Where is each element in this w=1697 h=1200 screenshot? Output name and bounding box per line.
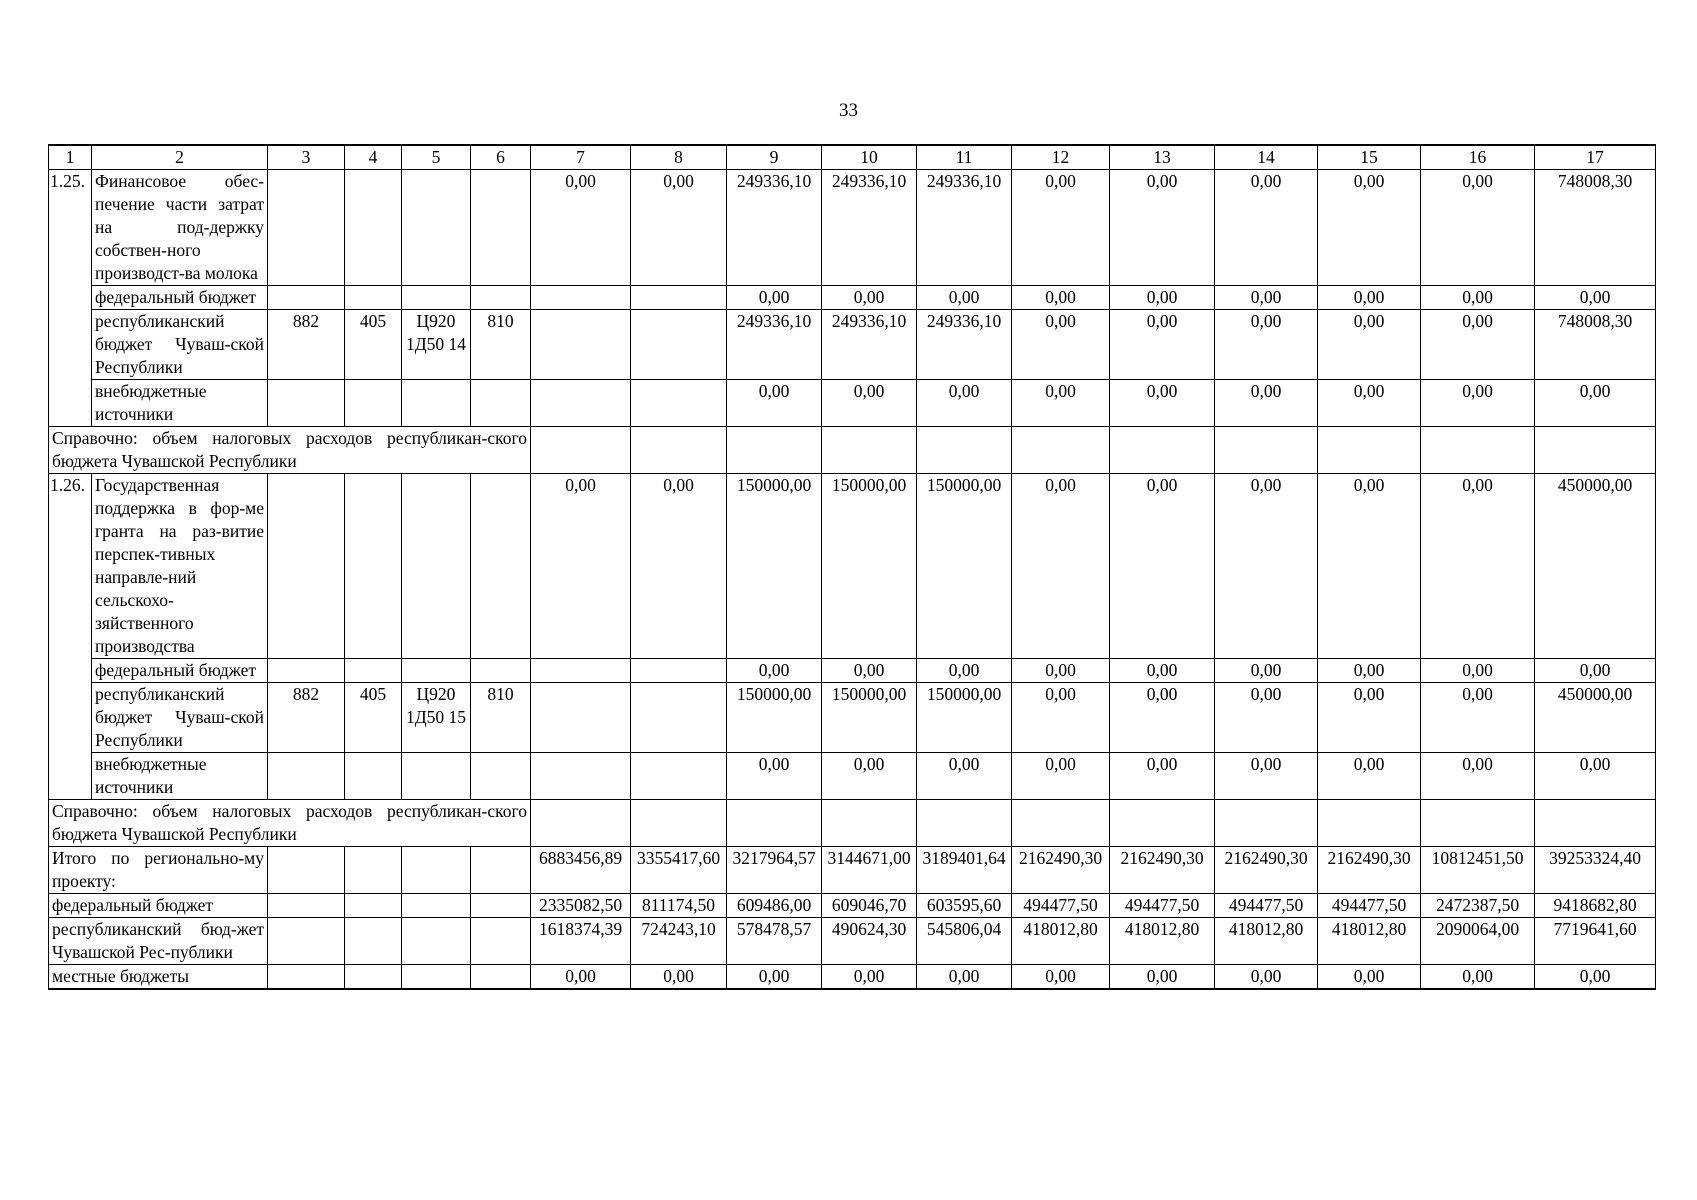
value-cell <box>1215 427 1318 474</box>
column-number: 12 <box>1012 145 1110 170</box>
total-label: местные бюджеты <box>49 965 268 990</box>
value-cell: 0,00 <box>1215 683 1318 753</box>
value-cell: 0,00 <box>1215 286 1318 310</box>
total-row <box>49 918 1656 965</box>
code-cell <box>402 170 471 286</box>
code-cell <box>402 847 471 894</box>
value-cell: 0,00 <box>631 965 727 990</box>
value-cell: 0,00 <box>822 380 917 427</box>
code-cell <box>345 286 402 310</box>
code-cell: 405 <box>345 310 402 380</box>
column-number: 16 <box>1421 145 1535 170</box>
value-cell: 0,00 <box>1318 683 1421 753</box>
code-cell <box>471 380 531 427</box>
total-row <box>49 894 1656 918</box>
code-cell <box>345 659 402 683</box>
value-cell: 0,00 <box>1012 380 1110 427</box>
value-cell: 0,00 <box>1318 380 1421 427</box>
value-cell: 0,00 <box>1012 474 1110 659</box>
value-cell <box>1012 800 1110 847</box>
value-cell: 0,00 <box>1421 683 1535 753</box>
value-cell: 0,00 <box>727 286 822 310</box>
value-cell: 150000,00 <box>917 474 1012 659</box>
code-cell <box>402 474 471 659</box>
code-cell <box>345 918 402 965</box>
value-cell: 418012,80 <box>1318 918 1421 965</box>
value-cell: 450000,00 <box>1535 683 1656 753</box>
value-cell: 0,00 <box>1012 310 1110 380</box>
value-cell: 0,00 <box>1535 965 1656 990</box>
code-cell <box>268 659 345 683</box>
code-cell <box>345 847 402 894</box>
value-cell: 249336,10 <box>727 170 822 286</box>
value-cell <box>531 427 631 474</box>
value-cell: 0,00 <box>917 286 1012 310</box>
note-text: Справочно: объем налоговых расходов республикан-ского бюджета Чувашской Республики <box>49 427 531 474</box>
value-cell: 0,00 <box>631 170 727 286</box>
funding-source-row <box>49 753 1656 800</box>
value-cell <box>631 286 727 310</box>
section-row <box>49 474 1656 659</box>
value-cell: 0,00 <box>1318 170 1421 286</box>
value-cell: 418012,80 <box>1215 918 1318 965</box>
value-cell: 0,00 <box>1110 310 1215 380</box>
code-cell <box>402 659 471 683</box>
value-cell: 0,00 <box>631 474 727 659</box>
value-cell: 2335082,50 <box>531 894 631 918</box>
value-cell: 0,00 <box>1110 683 1215 753</box>
total-label: Итого по регионально-му проекту: <box>49 847 268 894</box>
value-cell: 0,00 <box>917 753 1012 800</box>
column-number: 17 <box>1535 145 1656 170</box>
section-title: Финансовое обес-печение части затрат на под-держку собствен-ного производст-ва молока <box>92 170 268 286</box>
funding-source-label: внебюджетные источники <box>92 380 268 427</box>
value-cell: 7719641,60 <box>1535 918 1656 965</box>
code-cell: 882 <box>268 310 345 380</box>
value-cell: 10812451,50 <box>1421 847 1535 894</box>
code-cell <box>268 847 345 894</box>
code-cell <box>345 170 402 286</box>
value-cell: 0,00 <box>1110 380 1215 427</box>
funding-source-row <box>49 286 1656 310</box>
code-cell <box>268 474 345 659</box>
value-cell: 418012,80 <box>1012 918 1110 965</box>
value-cell: 9418682,80 <box>1535 894 1656 918</box>
column-number: 7 <box>531 145 631 170</box>
value-cell: 0,00 <box>1110 286 1215 310</box>
value-cell: 724243,10 <box>631 918 727 965</box>
code-cell <box>402 965 471 990</box>
note-text: Справочно: объем налоговых расходов республикан-ского бюджета Чувашской Республики <box>49 800 531 847</box>
value-cell <box>531 380 631 427</box>
budget-table <box>48 144 1656 990</box>
value-cell: 494477,50 <box>1012 894 1110 918</box>
value-cell: 0,00 <box>727 659 822 683</box>
value-cell <box>822 427 917 474</box>
value-cell: 494477,50 <box>1318 894 1421 918</box>
column-number: 9 <box>727 145 822 170</box>
funding-source-row <box>49 380 1656 427</box>
value-cell <box>1421 427 1535 474</box>
code-cell <box>471 753 531 800</box>
value-cell: 249336,10 <box>727 310 822 380</box>
value-cell: 0,00 <box>531 170 631 286</box>
code-cell <box>402 753 471 800</box>
funding-source-label: республиканский бюджет Чуваш-ской Республики <box>92 683 268 753</box>
value-cell: 3217964,57 <box>727 847 822 894</box>
column-number: 4 <box>345 145 402 170</box>
value-cell <box>531 286 631 310</box>
value-cell: 748008,30 <box>1535 310 1656 380</box>
value-cell: 0,00 <box>1421 286 1535 310</box>
column-number: 10 <box>822 145 917 170</box>
section-title: Государственная поддержка в фор-ме гранта на раз-витие перспек-тивных направле-ний сельскохо-зяйственного производства <box>92 474 268 659</box>
code-cell <box>268 965 345 990</box>
column-number: 1 <box>49 145 92 170</box>
value-cell: 0,00 <box>1110 170 1215 286</box>
value-cell: 0,00 <box>1215 170 1318 286</box>
value-cell: 578478,57 <box>727 918 822 965</box>
value-cell <box>917 427 1012 474</box>
value-cell: 0,00 <box>727 965 822 990</box>
value-cell <box>631 800 727 847</box>
funding-source-label: внебюджетные источники <box>92 753 268 800</box>
value-cell: 494477,50 <box>1110 894 1215 918</box>
value-cell: 2162490,30 <box>1012 847 1110 894</box>
value-cell: 2162490,30 <box>1318 847 1421 894</box>
value-cell: 494477,50 <box>1215 894 1318 918</box>
value-cell: 0,00 <box>727 380 822 427</box>
code-cell <box>268 753 345 800</box>
code-cell: 405 <box>345 683 402 753</box>
value-cell: 3355417,60 <box>631 847 727 894</box>
value-cell: 609046,70 <box>822 894 917 918</box>
value-cell: 150000,00 <box>822 474 917 659</box>
value-cell <box>1110 427 1215 474</box>
value-cell <box>531 659 631 683</box>
code-cell <box>402 918 471 965</box>
value-cell: 0,00 <box>1012 659 1110 683</box>
value-cell: 748008,30 <box>1535 170 1656 286</box>
column-number: 14 <box>1215 145 1318 170</box>
funding-source-row <box>49 683 1656 753</box>
code-cell <box>345 965 402 990</box>
value-cell: 2162490,30 <box>1215 847 1318 894</box>
value-cell: 545806,04 <box>917 918 1012 965</box>
value-cell: 0,00 <box>1421 380 1535 427</box>
column-number: 8 <box>631 145 727 170</box>
value-cell <box>1421 800 1535 847</box>
value-cell: 150000,00 <box>822 683 917 753</box>
value-cell: 0,00 <box>1110 965 1215 990</box>
funding-source-label: федеральный бюджет <box>92 286 268 310</box>
value-cell: 0,00 <box>1215 659 1318 683</box>
value-cell: 0,00 <box>1215 380 1318 427</box>
value-cell: 0,00 <box>531 965 631 990</box>
note-row <box>49 427 1656 474</box>
code-cell <box>268 286 345 310</box>
value-cell <box>631 683 727 753</box>
column-number: 6 <box>471 145 531 170</box>
value-cell: 0,00 <box>1535 380 1656 427</box>
code-cell: 810 <box>471 310 531 380</box>
value-cell <box>1215 800 1318 847</box>
value-cell: 0,00 <box>917 659 1012 683</box>
value-cell <box>631 753 727 800</box>
value-cell: 0,00 <box>1012 683 1110 753</box>
value-cell: 0,00 <box>822 753 917 800</box>
value-cell: 0,00 <box>1110 659 1215 683</box>
value-cell: 0,00 <box>1012 965 1110 990</box>
value-cell: 0,00 <box>1110 753 1215 800</box>
page-number: 33 <box>839 100 858 121</box>
value-cell: 0,00 <box>822 965 917 990</box>
column-number: 5 <box>402 145 471 170</box>
code-cell <box>471 474 531 659</box>
value-cell: 0,00 <box>1110 474 1215 659</box>
value-cell <box>822 800 917 847</box>
value-cell <box>1535 800 1656 847</box>
value-cell: 0,00 <box>727 753 822 800</box>
code-cell <box>345 894 402 918</box>
code-cell <box>345 474 402 659</box>
value-cell: 249336,10 <box>917 310 1012 380</box>
value-cell: 0,00 <box>1012 170 1110 286</box>
total-label: федеральный бюджет <box>49 894 268 918</box>
value-cell: 0,00 <box>1215 474 1318 659</box>
value-cell: 0,00 <box>1215 310 1318 380</box>
value-cell: 0,00 <box>1421 310 1535 380</box>
value-cell <box>631 427 727 474</box>
code-cell <box>268 170 345 286</box>
column-number: 13 <box>1110 145 1215 170</box>
value-cell: 0,00 <box>1535 286 1656 310</box>
code-cell <box>402 286 471 310</box>
value-cell: 249336,10 <box>822 310 917 380</box>
value-cell: 0,00 <box>1318 286 1421 310</box>
value-cell <box>631 310 727 380</box>
code-cell: Ц920 1Д50 14 <box>402 310 471 380</box>
value-cell: 0,00 <box>1421 474 1535 659</box>
note-row <box>49 800 1656 847</box>
value-cell: 0,00 <box>1421 659 1535 683</box>
value-cell <box>917 800 1012 847</box>
value-cell: 39253324,40 <box>1535 847 1656 894</box>
value-cell <box>531 310 631 380</box>
value-cell: 3189401,64 <box>917 847 1012 894</box>
code-cell: 810 <box>471 683 531 753</box>
value-cell: 0,00 <box>1215 753 1318 800</box>
value-cell: 2472387,50 <box>1421 894 1535 918</box>
value-cell <box>727 800 822 847</box>
code-cell <box>268 380 345 427</box>
column-number: 15 <box>1318 145 1421 170</box>
value-cell <box>1012 427 1110 474</box>
column-number: 11 <box>917 145 1012 170</box>
value-cell: 2090064,00 <box>1421 918 1535 965</box>
value-cell: 150000,00 <box>917 683 1012 753</box>
code-cell: 882 <box>268 683 345 753</box>
value-cell: 3144671,00 <box>822 847 917 894</box>
value-cell: 450000,00 <box>1535 474 1656 659</box>
value-cell: 0,00 <box>1012 753 1110 800</box>
section-row <box>49 170 1656 286</box>
value-cell <box>1318 800 1421 847</box>
value-cell: 0,00 <box>1318 659 1421 683</box>
total-label: республиканский бюд-жет Чувашской Рес-публики <box>49 918 268 965</box>
value-cell <box>631 380 727 427</box>
value-cell: 0,00 <box>1318 310 1421 380</box>
value-cell: 0,00 <box>917 965 1012 990</box>
value-cell: 0,00 <box>1215 965 1318 990</box>
value-cell: 0,00 <box>1421 965 1535 990</box>
code-cell <box>471 965 531 990</box>
code-cell <box>471 918 531 965</box>
value-cell <box>1110 800 1215 847</box>
value-cell: 0,00 <box>822 659 917 683</box>
value-cell <box>631 659 727 683</box>
value-cell <box>531 753 631 800</box>
section-number: 1.25. <box>49 170 92 427</box>
total-row <box>49 847 1656 894</box>
value-cell: 0,00 <box>917 380 1012 427</box>
value-cell: 418012,80 <box>1110 918 1215 965</box>
code-cell <box>471 659 531 683</box>
section-number: 1.26. <box>49 474 92 800</box>
column-number-row <box>49 145 1656 170</box>
value-cell <box>1535 427 1656 474</box>
column-number: 3 <box>268 145 345 170</box>
funding-source-label: федеральный бюджет <box>92 659 268 683</box>
value-cell: 0,00 <box>1318 965 1421 990</box>
value-cell: 2162490,30 <box>1110 847 1215 894</box>
code-cell <box>402 380 471 427</box>
value-cell: 249336,10 <box>822 170 917 286</box>
value-cell: 6883456,89 <box>531 847 631 894</box>
value-cell: 0,00 <box>1535 753 1656 800</box>
code-cell <box>471 286 531 310</box>
value-cell: 0,00 <box>822 286 917 310</box>
value-cell: 0,00 <box>1012 286 1110 310</box>
value-cell: 0,00 <box>1421 753 1535 800</box>
value-cell: 490624,30 <box>822 918 917 965</box>
code-cell <box>268 918 345 965</box>
value-cell: 811174,50 <box>631 894 727 918</box>
value-cell: 609486,00 <box>727 894 822 918</box>
value-cell: 249336,10 <box>917 170 1012 286</box>
value-cell: 0,00 <box>1318 474 1421 659</box>
value-cell <box>531 683 631 753</box>
code-cell <box>471 170 531 286</box>
funding-source-row <box>49 310 1656 380</box>
code-cell <box>345 753 402 800</box>
funding-source-label: республиканский бюджет Чуваш-ской Республики <box>92 310 268 380</box>
value-cell: 1618374,39 <box>531 918 631 965</box>
value-cell: 150000,00 <box>727 474 822 659</box>
code-cell <box>402 894 471 918</box>
code-cell <box>268 894 345 918</box>
value-cell: 0,00 <box>531 474 631 659</box>
value-cell: 0,00 <box>1421 170 1535 286</box>
value-cell: 0,00 <box>1535 659 1656 683</box>
code-cell: Ц920 1Д50 15 <box>402 683 471 753</box>
value-cell <box>531 800 631 847</box>
code-cell <box>471 847 531 894</box>
code-cell <box>471 894 531 918</box>
column-number: 2 <box>92 145 268 170</box>
value-cell: 603595,60 <box>917 894 1012 918</box>
code-cell <box>345 380 402 427</box>
total-row <box>49 965 1656 990</box>
value-cell: 150000,00 <box>727 683 822 753</box>
funding-source-row <box>49 659 1656 683</box>
value-cell: 0,00 <box>1318 753 1421 800</box>
value-cell <box>727 427 822 474</box>
value-cell <box>1318 427 1421 474</box>
